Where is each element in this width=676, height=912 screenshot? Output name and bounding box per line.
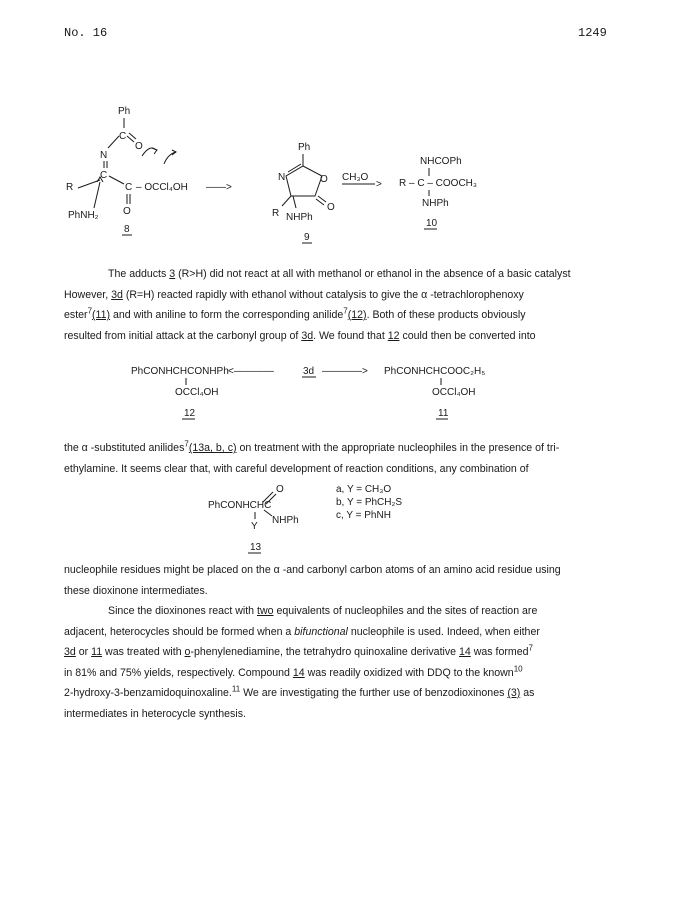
- structure-9: [272, 142, 335, 243]
- p3-line-1: [64, 560, 624, 581]
- p1-l4-e: could then be converted into: [399, 329, 536, 342]
- journal-issue: No. 16: [64, 26, 108, 40]
- reaction-scheme-1: [0, 100, 676, 260]
- s2-left-main: PhCONHCHCONHPh: [131, 366, 229, 377]
- p2-l1-c: on treatment with the appropriate nucleophiles in the presence of tri-: [236, 442, 560, 454]
- p1-l3-e: . Both of these products obviously: [366, 309, 526, 321]
- p3-l7-d: as: [520, 687, 535, 699]
- s8-label: 8: [124, 224, 130, 235]
- s2-right-sub: OCCl₄OH: [432, 387, 476, 398]
- p2-l1-sup: 7: [184, 439, 189, 449]
- p3-line-8: [64, 704, 624, 725]
- p3-line-6: [64, 663, 624, 684]
- paragraph-2: [64, 438, 624, 479]
- s9-label: 9: [304, 232, 310, 243]
- s9-o-exo: O: [327, 202, 335, 213]
- p1-l3-sup2: 7: [343, 306, 348, 316]
- p3-l5-ref1: 3d: [64, 646, 76, 658]
- p1-l1-ref: 3: [169, 268, 176, 280]
- s8-occl4oh: – OCCl₄OH: [136, 182, 188, 193]
- p1-line-4: [64, 326, 624, 347]
- p3-l4-a: adjacent, heterocycles should be formed when a: [64, 625, 295, 638]
- s9-r: R: [272, 208, 280, 219]
- p3-l3-a: Since the dioxinones react with: [108, 605, 257, 617]
- s3-label: 13: [250, 542, 262, 553]
- s2-arrow-left: <————: [228, 366, 274, 377]
- p1-l3-c: and with aniline to form the corresponding anilide: [110, 309, 344, 321]
- p1-line-2: [64, 285, 624, 306]
- p3-l6-ref: 14: [292, 666, 305, 679]
- p3-l7-ref: (3): [507, 687, 521, 699]
- p2-l1-ref: (13a, b, c): [188, 442, 237, 454]
- p3-l7-a: 2-hydroxy-3-benzamidoquinoxaline.: [64, 687, 232, 699]
- s8-c-left: C: [100, 170, 108, 181]
- p3-l4-emph: bifunctional: [294, 625, 348, 638]
- s8-o-bottom: O: [123, 206, 131, 217]
- p3-l3-emph: two: [257, 605, 274, 617]
- arrow-9-to-10-reagent: CH₃O: [342, 172, 369, 183]
- p3-l7-sup: 11: [231, 684, 241, 694]
- p3-l7-b: We are investigating the further use of benzodioxinones: [240, 687, 508, 699]
- s2-center: 3d: [303, 366, 315, 377]
- s10-main: R – C – COOCH₃: [399, 178, 477, 189]
- p3-l4-c: nucleophile is used. Indeed, when either: [347, 625, 540, 638]
- page-number: 1249: [578, 26, 607, 40]
- paragraph-3: [64, 560, 624, 724]
- s2-left-label: 12: [184, 408, 196, 419]
- s8-r: R: [66, 182, 74, 193]
- s9-o-ring: O: [320, 174, 328, 185]
- p1-l2-ref: 3d: [111, 288, 123, 301]
- p2-l2-a: ethylamine. It seems clear that, with careful development of reaction conditions, any combination of: [64, 462, 529, 475]
- s3-option-c: c, Y = PhNH: [336, 510, 391, 521]
- p1-line-3: [64, 305, 624, 326]
- reaction-scheme-3: [0, 480, 676, 560]
- s8-c-right: C: [125, 182, 133, 193]
- s10-nhph: NHPh: [422, 198, 449, 209]
- s9-n: N: [278, 172, 286, 183]
- p3-l5-b: or: [75, 646, 92, 658]
- s9-ph: Ph: [298, 142, 311, 153]
- p3-l6-c: was readily oxidized with DDQ to the known: [304, 666, 514, 679]
- p1-l1-c: (R>H) did not react at all with methanol or ethanol in the absence of a basic catalyst: [175, 268, 571, 280]
- p1-l3-sup1: 7: [87, 306, 93, 316]
- s3-o: O: [276, 484, 284, 495]
- p2-line-2: [64, 459, 624, 480]
- structure-8: [66, 106, 188, 235]
- reaction-scheme-2: [0, 352, 676, 432]
- p1-l4-ref2: 12: [387, 329, 400, 342]
- p3-l8: intermediates in heterocycle synthesis.: [64, 707, 246, 720]
- p1-line-1: [64, 264, 624, 285]
- s8-c-top: C: [119, 131, 127, 142]
- p3-l5-h: was formed: [470, 646, 529, 658]
- p1-l4-a: resulted from initial attack at the carbonyl group of: [64, 329, 302, 342]
- p2-line-1: [64, 438, 624, 459]
- p1-l3-ref2: (12): [347, 309, 367, 321]
- s2-left-sub: OCCl₄OH: [175, 387, 219, 398]
- s2-right-label: 11: [438, 408, 449, 419]
- p1-l2-c: (R=H) reacted rapidly with ethanol without catalysis to give the α -tetrachlorophenoxy: [122, 288, 524, 301]
- p2-l1-a: the α -substituted anilides: [64, 442, 185, 454]
- p3-l5-ref3: 14: [459, 646, 471, 658]
- p3-line-2: [64, 581, 624, 602]
- s2-right-main: PhCONHCHCOOC₂H₅: [384, 366, 486, 377]
- p3-l1: nucleophile residues might be placed on the α -and carbonyl carbon atoms of an amino acid residue using: [64, 564, 561, 576]
- p1-l2-a: However,: [64, 288, 112, 301]
- p1-l3-ref1: (11): [92, 309, 111, 321]
- p3-l5-sup: 7: [528, 643, 533, 653]
- p3-line-7: [64, 683, 624, 704]
- p3-l5-d: was treated with: [102, 646, 185, 658]
- p3-line-3: [64, 601, 624, 622]
- paragraph-1: [64, 264, 624, 346]
- s3-option-a: a, Y = CH₃O: [336, 484, 392, 495]
- structure-10: [399, 156, 477, 229]
- s8-o-ring: O: [135, 141, 143, 152]
- p3-l6-a: in 81% and 75% yields, respectively. Compound: [64, 666, 293, 679]
- s10-label: 10: [426, 218, 438, 229]
- p3-line-4: [64, 622, 624, 643]
- s8-phnh2: PhNH₂: [68, 210, 99, 221]
- p1-l4-c: . We found that: [313, 329, 388, 342]
- s8-ph: Ph: [118, 106, 131, 117]
- s3-option-b: b, Y = PhCH₂S: [336, 497, 403, 508]
- s2-arrow-right: ————>: [322, 366, 368, 377]
- p3-line-5: [64, 642, 624, 663]
- p3-l5-o: o: [184, 646, 191, 658]
- arrow-8-to-9: ——>: [206, 182, 232, 193]
- p3-l5-ref2: 11: [91, 646, 103, 658]
- p3-l6-sup: 10: [513, 663, 523, 673]
- p1-l1-a: The adducts: [108, 268, 170, 280]
- arrow-9-to-10-head: >: [376, 179, 382, 190]
- s3-y: Y: [251, 521, 258, 532]
- s9-nhph: NHPh: [286, 212, 313, 223]
- s10-nhcoph: NHCOPh: [420, 156, 462, 167]
- p3-l5-f: -phenylenediamine, the tetrahydro quinoxaline derivative: [190, 646, 459, 658]
- s3-main: PhCONHCHC: [208, 500, 272, 511]
- p1-l4-ref1: 3d: [301, 329, 314, 342]
- p3-l2: these dioxinone intermediates.: [64, 584, 208, 597]
- s8-n: N: [100, 150, 108, 161]
- s3-nhph: NHPh: [272, 515, 299, 526]
- p3-l3-c: equivalents of nucleophiles and the sites of reaction are: [273, 605, 538, 617]
- p1-l3-a: ester: [64, 309, 88, 321]
